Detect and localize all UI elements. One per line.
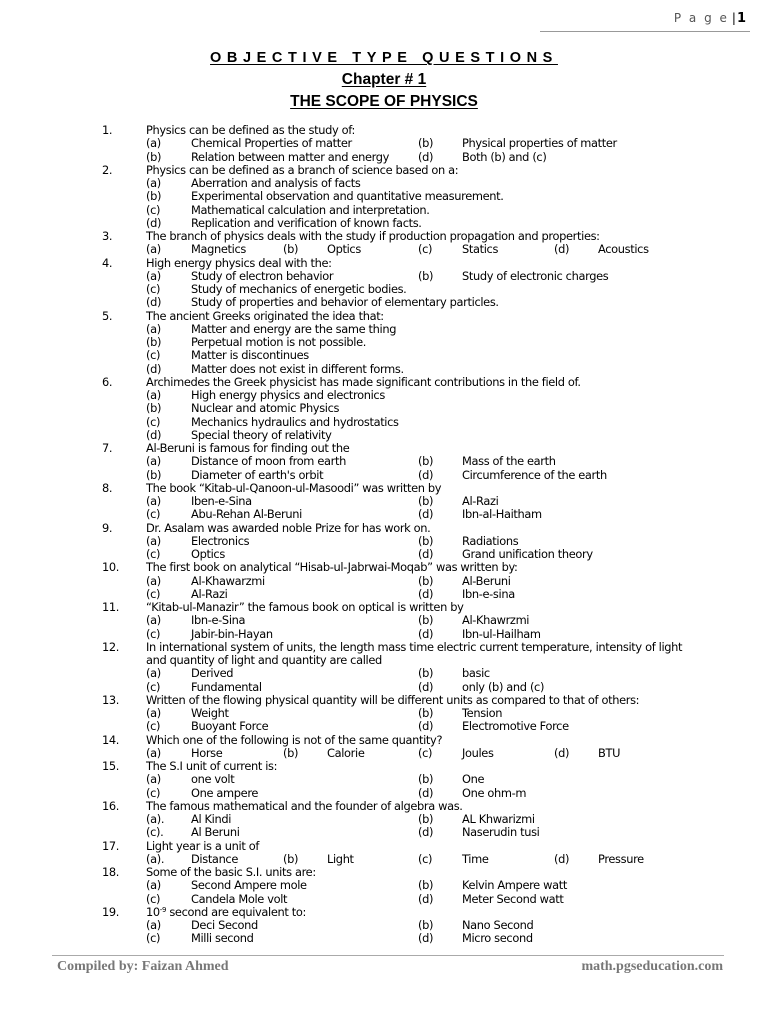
footer-author: Compiled by: Faizan Ahmed xyxy=(57,959,229,974)
question-item xyxy=(0,522,768,535)
option-letter: (a) xyxy=(146,321,161,336)
question-text xyxy=(146,906,306,919)
question-number: 11. xyxy=(102,600,120,614)
question-number: 1. xyxy=(102,123,113,137)
option-row xyxy=(0,667,768,680)
option-letter: (a) xyxy=(146,772,161,787)
option-text: Ibn-ul-Hailham xyxy=(462,626,541,641)
option-text: Time xyxy=(462,851,489,866)
option-letter: (a) xyxy=(146,454,161,469)
question-number: 9. xyxy=(102,520,113,535)
question-text: The branch of physics deals with the study if production propagation and properties: xyxy=(146,229,600,243)
option-text: Experimental observation and quantitative measurement. xyxy=(191,189,504,204)
option-row xyxy=(0,429,768,442)
option-letter: (a). xyxy=(146,851,165,866)
option-text: Mechanics hydraulics and hydrostatics xyxy=(191,414,399,429)
option-text: Radiations xyxy=(462,533,519,548)
option-row xyxy=(0,614,768,627)
question-text: Archimedes the Greek physicist has made significant contributions in the field of. xyxy=(146,374,581,389)
option-row xyxy=(0,217,768,230)
option-letter: (b) xyxy=(146,401,162,416)
option-letter: (c) xyxy=(146,348,161,363)
option-letter: (c) xyxy=(418,851,433,866)
question-number: 6. xyxy=(102,374,113,389)
question-text: “Kitab-ul-Manazir” the famous book on optical is written by xyxy=(146,600,464,614)
option-text: Grand unification theory xyxy=(462,547,593,561)
option-row xyxy=(0,137,768,150)
option-letter: (a). xyxy=(146,812,165,826)
question-number: 10. xyxy=(102,560,120,575)
question-item xyxy=(0,601,768,614)
question-text: The book “Kitab-ul-Qanoon-ul-Masoodi” was written by xyxy=(146,480,442,495)
document-title: OBJECTIVE TYPE QUESTIONS xyxy=(210,50,558,66)
option-letter: (d) xyxy=(146,295,162,310)
option-text: Both (b) and (c) xyxy=(462,149,547,164)
option-letter: (b) xyxy=(418,454,434,469)
question-text: The ancient Greeks originated the idea that: xyxy=(146,308,384,323)
option-letter: (b) xyxy=(283,745,299,760)
option-letter: (a) xyxy=(146,242,161,257)
question-text: In international system of units, the length mass time electric current temperature, intensity of light xyxy=(146,639,683,654)
option-row xyxy=(0,879,768,892)
option-text: Weight xyxy=(191,706,229,720)
option-text: Optics xyxy=(191,547,225,561)
option-text: Perpetual motion is not possible. xyxy=(191,335,367,349)
option-text: Joules xyxy=(462,745,494,760)
question-number: 8. xyxy=(102,480,113,495)
option-text: Al-Beruni xyxy=(462,573,511,588)
question-item xyxy=(0,164,768,177)
header-rule xyxy=(540,31,750,32)
option-row xyxy=(0,548,768,561)
option-text: Magnetics xyxy=(191,242,246,257)
option-letter: (c) xyxy=(146,931,161,946)
option-row xyxy=(0,243,768,256)
option-text: AL Khwarizmi xyxy=(462,812,535,826)
question-text-line2: and quantity of light and quantity are called xyxy=(146,653,382,667)
option-text: One xyxy=(462,772,485,787)
option-text: Ibn-e-sina xyxy=(462,586,515,601)
option-text: Distance of moon from earth xyxy=(191,454,346,469)
option-row xyxy=(0,707,768,720)
option-text: Matter and energy are the same thing xyxy=(191,321,397,336)
option-text: only (b) and (c) xyxy=(462,679,545,694)
option-letter: (c) xyxy=(146,785,161,800)
option-text: basic xyxy=(462,666,490,681)
option-text: Distance xyxy=(191,851,239,866)
option-letter: (c) xyxy=(146,719,161,734)
option-text: Study of electron behavior xyxy=(191,268,334,283)
option-text: Al Kindi xyxy=(191,812,232,826)
option-letter: (c). xyxy=(146,825,164,840)
option-text: Micro second xyxy=(462,931,533,946)
option-letter: (b) xyxy=(418,613,434,628)
option-row xyxy=(0,919,768,932)
option-row xyxy=(0,853,768,866)
option-row xyxy=(0,681,768,694)
option-text: Ibn-e-Sina xyxy=(191,613,246,628)
option-letter: (a) xyxy=(146,666,161,681)
option-letter: (c) xyxy=(146,282,161,296)
question-text-base: 10 xyxy=(146,904,160,919)
footer-rule xyxy=(52,955,724,956)
question-item xyxy=(0,482,768,495)
option-letter: (d) xyxy=(418,891,434,906)
option-row xyxy=(0,455,768,468)
option-letter: (d) xyxy=(146,361,162,376)
option-text: Chemical Properties of matter xyxy=(191,136,352,151)
option-text: Candela Mole volt xyxy=(191,891,288,906)
option-letter: (d) xyxy=(554,851,570,866)
option-text: Nano Second xyxy=(462,918,534,932)
option-row xyxy=(0,204,768,217)
footer-website: math.pgseducation.com xyxy=(581,959,723,974)
option-text: High energy physics and electronics xyxy=(191,388,385,402)
option-row xyxy=(0,535,768,548)
option-row xyxy=(0,349,768,362)
question-text: The first book on analytical “Hisab-ul-Jabrwai-Moqab” was written by: xyxy=(146,560,518,575)
option-text: Iben-e-Sina xyxy=(191,494,252,508)
option-letter: (b) xyxy=(418,812,434,826)
question-item xyxy=(0,906,768,919)
option-row xyxy=(0,363,768,376)
option-text: Second Ampere mole xyxy=(191,878,307,893)
question-item xyxy=(0,641,768,654)
question-item xyxy=(0,840,768,853)
option-letter: (b) xyxy=(146,149,162,164)
option-text: One ampere xyxy=(191,785,259,800)
option-letter: (d) xyxy=(418,931,434,946)
option-text: Light xyxy=(327,851,354,866)
option-letter: (a) xyxy=(146,745,161,760)
option-row xyxy=(0,773,768,786)
question-number: 4. xyxy=(102,255,113,270)
option-text: Meter Second watt xyxy=(462,891,564,906)
page-separator: | xyxy=(731,11,736,25)
option-row xyxy=(0,389,768,402)
option-row xyxy=(0,416,768,429)
option-text: Tension xyxy=(462,706,503,720)
question-text-exponent: -9 xyxy=(159,905,167,914)
option-row xyxy=(0,575,768,588)
subject-title: THE SCOPE OF PHYSICS xyxy=(290,93,478,110)
option-text: BTU xyxy=(598,745,621,760)
option-letter: (a) xyxy=(146,878,161,893)
option-text: Diameter of earth's orbit xyxy=(191,467,324,482)
option-text: Al Beruni xyxy=(191,825,240,840)
question-number: 13. xyxy=(102,692,120,707)
question-number: 18. xyxy=(102,865,120,879)
question-list xyxy=(0,124,768,946)
option-letter: (c) xyxy=(146,414,161,429)
option-row xyxy=(0,323,768,336)
option-text: Electronics xyxy=(191,533,250,548)
option-row xyxy=(0,588,768,601)
option-letter: (a) xyxy=(146,613,161,628)
question-item xyxy=(0,124,768,137)
option-letter: (b) xyxy=(418,494,434,508)
option-letter: (d) xyxy=(418,785,434,800)
option-row xyxy=(0,628,768,641)
option-text: Optics xyxy=(327,242,361,257)
option-row xyxy=(0,787,768,800)
option-letter: (d) xyxy=(554,242,570,257)
page-label: P a g e xyxy=(673,11,729,25)
option-letter: (a) xyxy=(146,918,161,932)
option-letter: (a) xyxy=(146,268,161,283)
option-text: Deci Second xyxy=(191,918,258,932)
option-row xyxy=(0,283,768,296)
question-number: 14. xyxy=(102,732,120,747)
option-text: Physical properties of matter xyxy=(462,136,617,151)
option-letter: (a) xyxy=(146,176,161,190)
option-letter: (b) xyxy=(418,878,434,893)
option-text: Al-Khawarzmi xyxy=(191,573,265,588)
option-text: Naserudin tusi xyxy=(462,825,540,840)
option-text: Circumference of the earth xyxy=(462,467,607,482)
option-letter: (b) xyxy=(418,268,434,283)
option-text: Mathematical calculation and interpretation. xyxy=(191,202,430,217)
option-letter: (c) xyxy=(146,507,161,522)
option-letter: (c) xyxy=(146,202,161,217)
question-number: 17. xyxy=(102,838,120,853)
question-text: Which one of the following is not of the same quantity? xyxy=(146,732,443,747)
question-number: 3. xyxy=(102,229,113,243)
question-text: Light year is a unit of xyxy=(146,838,260,853)
option-letter: (b) xyxy=(283,851,299,866)
option-text: Al-Razi xyxy=(191,586,228,601)
question-item xyxy=(0,800,768,813)
option-row xyxy=(0,402,768,415)
option-letter: (b) xyxy=(418,573,434,588)
option-letter: (b) xyxy=(283,242,299,257)
question-text: Al-Beruni is famous for finding out the xyxy=(146,441,350,455)
question-text: The S.I unit of current is: xyxy=(146,759,278,773)
option-letter: (a) xyxy=(146,533,161,548)
option-letter: (c) xyxy=(146,626,161,641)
option-text: Replication and verification of known facts. xyxy=(191,215,422,230)
option-text: Electromotive Force xyxy=(462,719,569,734)
question-text: Physics can be defined as the study of: xyxy=(146,123,356,137)
option-text: Special theory of relativity xyxy=(191,427,332,442)
option-text: Matter does not exist in different forms. xyxy=(191,361,404,376)
option-row xyxy=(0,813,768,826)
option-text: Matter is discontinues xyxy=(191,348,309,363)
option-text: Fundamental xyxy=(191,679,262,694)
option-row xyxy=(0,296,768,309)
question-item xyxy=(0,442,768,455)
option-text: Statics xyxy=(462,242,499,257)
option-text: One ohm-m xyxy=(462,785,527,800)
option-row xyxy=(0,508,768,521)
option-text: Milli second xyxy=(191,931,254,946)
option-row xyxy=(0,151,768,164)
question-text: Some of the basic S.I. units are: xyxy=(146,865,316,879)
question-number: 19. xyxy=(102,904,120,919)
option-text: Aberration and analysis of facts xyxy=(191,176,361,190)
option-row xyxy=(0,893,768,906)
option-text: Calorie xyxy=(327,745,365,760)
option-text: Jabir-bin-Hayan xyxy=(191,626,273,641)
option-letter: (b) xyxy=(418,772,434,787)
option-letter: (d) xyxy=(418,825,434,840)
option-letter: (b) xyxy=(418,533,434,548)
option-letter: (a) xyxy=(146,706,161,720)
option-letter: (d) xyxy=(418,149,434,164)
option-letter: (a) xyxy=(146,388,161,402)
question-item xyxy=(0,866,768,879)
option-text: Study of properties and behavior of elementary particles. xyxy=(191,295,499,310)
option-letter: (b) xyxy=(418,136,434,151)
option-text: Al-Razi xyxy=(462,494,499,508)
option-row xyxy=(0,336,768,349)
option-letter: (d) xyxy=(146,215,162,230)
question-number: 7. xyxy=(102,441,113,455)
question-text-rest: second are equivalent to: xyxy=(166,904,306,919)
question-item xyxy=(0,561,768,574)
option-text: Acoustics xyxy=(598,242,649,257)
question-number: 12. xyxy=(102,639,120,654)
question-item xyxy=(0,376,768,389)
option-letter: (c) xyxy=(146,891,161,906)
option-text: Relation between matter and energy xyxy=(191,149,390,164)
question-item xyxy=(0,230,768,243)
page-number-header xyxy=(674,11,746,26)
question-text-continued xyxy=(0,654,768,667)
question-number: 2. xyxy=(102,162,113,177)
option-letter: (c) xyxy=(146,547,161,561)
option-letter: (d) xyxy=(418,719,434,734)
option-row xyxy=(0,495,768,508)
question-item xyxy=(0,310,768,323)
option-letter: (b) xyxy=(146,335,162,349)
option-row xyxy=(0,190,768,203)
chapter-title: Chapter # 1 xyxy=(341,71,427,88)
question-text: The famous mathematical and the founder of algebra was. xyxy=(146,798,463,813)
option-letter: (d) xyxy=(418,626,434,641)
question-item xyxy=(0,257,768,270)
option-letter: (a) xyxy=(146,573,161,588)
question-number: 5. xyxy=(102,308,113,323)
question-text: Written of the flowing physical quantity will be different units as compared to that of others: xyxy=(146,692,640,707)
option-text: Abu-Rehan Al-Beruni xyxy=(191,507,302,522)
option-row xyxy=(0,826,768,839)
question-item xyxy=(0,694,768,707)
option-text: Pressure xyxy=(598,851,644,866)
option-letter: (b) xyxy=(418,666,434,681)
option-letter: (b) xyxy=(146,467,162,482)
option-text: one volt xyxy=(191,772,235,787)
option-text: Horse xyxy=(191,745,223,760)
question-text: Physics can be defined as a branch of science based on a: xyxy=(146,162,459,177)
option-letter: (b) xyxy=(146,189,162,204)
option-text: Derived xyxy=(191,666,234,681)
option-row xyxy=(0,469,768,482)
option-letter: (c) xyxy=(146,586,161,601)
question-number: 16. xyxy=(102,798,120,813)
option-letter: (c) xyxy=(418,242,433,257)
option-letter: (d) xyxy=(418,467,434,482)
option-letter: (c) xyxy=(418,745,433,760)
option-text: Al-Khawrzmi xyxy=(462,613,530,628)
option-row xyxy=(0,177,768,190)
option-text: Study of mechanics of energetic bodies. xyxy=(191,282,407,296)
option-letter: (d) xyxy=(418,586,434,601)
option-row xyxy=(0,747,768,760)
option-letter: (a) xyxy=(146,494,161,508)
option-text: Study of electronic charges xyxy=(462,268,609,283)
page-number: 1 xyxy=(736,11,746,26)
option-letter: (b) xyxy=(418,918,434,932)
option-text: Ibn-al-Haitham xyxy=(462,507,542,522)
option-letter: (d) xyxy=(418,507,434,522)
question-text: Dr. Asalam was awarded noble Prize for has work on. xyxy=(146,520,431,535)
option-letter: (d) xyxy=(146,427,162,442)
option-text: Buoyant Force xyxy=(191,719,269,734)
option-row xyxy=(0,270,768,283)
question-item xyxy=(0,760,768,773)
question-item xyxy=(0,734,768,747)
question-number: 15. xyxy=(102,759,120,773)
option-text: Nuclear and atomic Physics xyxy=(191,401,340,416)
option-text: Kelvin Ampere watt xyxy=(462,878,567,893)
option-letter: (b) xyxy=(418,706,434,720)
option-text: Mass of the earth xyxy=(462,454,556,469)
option-letter: (d) xyxy=(554,745,570,760)
option-letter: (d) xyxy=(418,679,434,694)
option-letter: (c) xyxy=(146,679,161,694)
question-text: High energy physics deal with the: xyxy=(146,255,332,270)
option-row xyxy=(0,720,768,733)
option-row xyxy=(0,932,768,945)
option-letter: (d) xyxy=(418,547,434,561)
option-letter: (a) xyxy=(146,136,161,151)
